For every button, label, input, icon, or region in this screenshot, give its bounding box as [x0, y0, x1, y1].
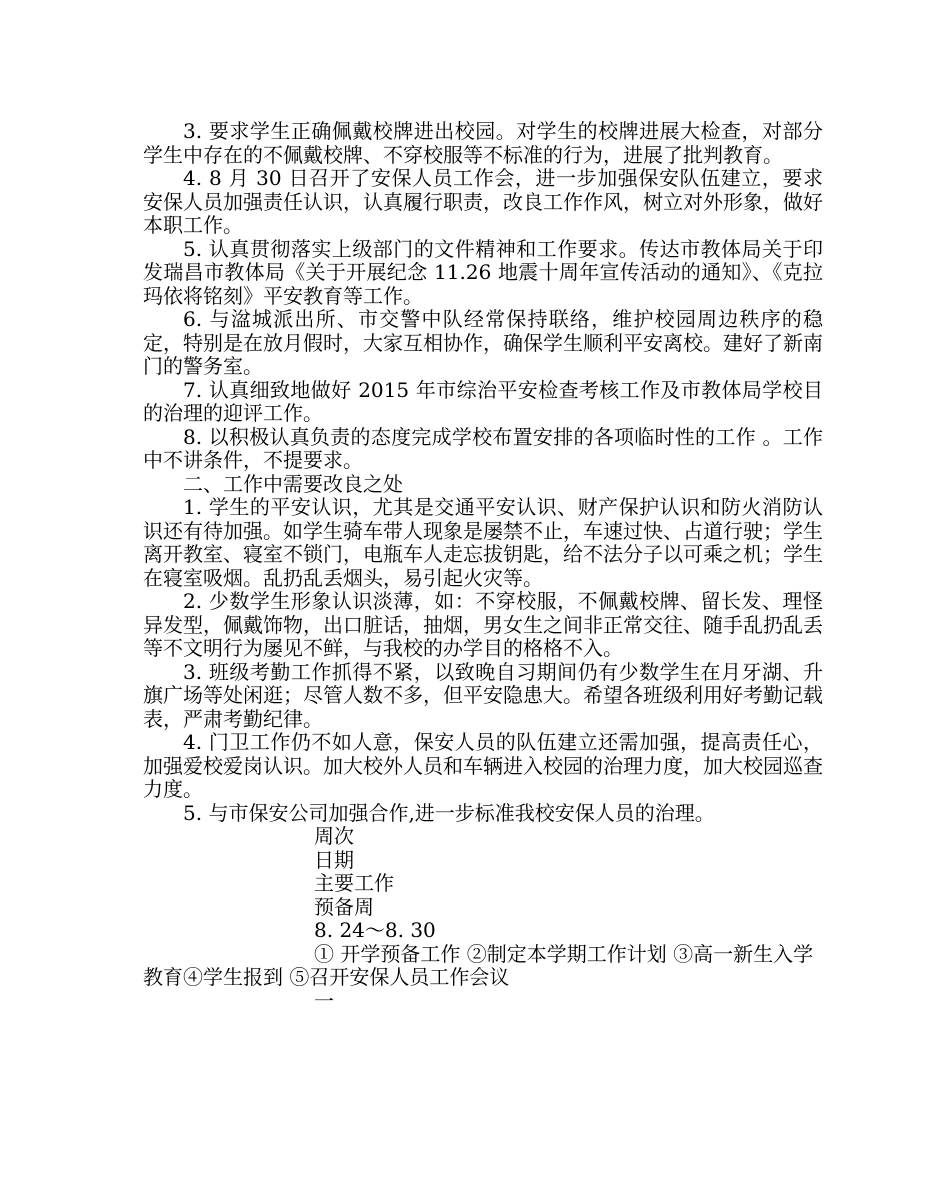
paragraph-item-3: 3. 要求学生正确佩戴校牌进出校园。对学生的校牌进展大检查，对部分学生中存在的不佩戴校牌、不穿校服等不标准的行为，进展了批判教育。: [143, 119, 823, 167]
document-body: [143, 120, 823, 1013]
table-cell-week: 预备周: [314, 894, 374, 919]
table-cell-work: ① 开学预备工作 ②制定本学期工作计划 ③高一新生入学教育④学生报到 ⑤召开安保人员工作会议: [143, 941, 814, 989]
schedule-table: [143, 825, 823, 1013]
table-header-work: 主要工作: [314, 871, 394, 895]
table-header-date: 日期: [314, 847, 354, 872]
paragraph-item-7: 7. 认真细致地做好 2015 年市综治平安检查考核工作及市教体局学校目的治理的迎评工作。: [143, 377, 823, 425]
improvement-item-1: 1. 学生的平安认识，尤其是交通平安认识、财产保护认识和防火消防认识还有待加强。如学生骑车带人现象是屡禁不止，车速过快、占道行驶；学生离开教室、寝室不锁门，电瓶车人走忘拔钥匙，给不法分子以可乘之机；学生在寝室吸烟。乱扔乱丢烟头，易引起火灾等。: [143, 495, 823, 590]
table-cell-week: 一: [314, 988, 334, 1013]
paragraph-item-8: 8. 以积极认真负责的态度完成学校布置安排的各项临时性的工作 。工作中不讲条件，不提要求。: [143, 424, 823, 472]
improvement-item-5: 5. 与市保安公司加强合作,进一步标准我校安保人员的治理。: [183, 800, 715, 825]
table-cell-date: 8. 24～8. 30: [314, 918, 436, 942]
improvement-item-4: 4. 门卫工作仍不如人意，保安人员的队伍建立还需加强，提高责任心，加强爱校爱岗认识。加大校外人员和车辆进入校园的治理力度，加大校园巡查力度。: [143, 730, 823, 801]
paragraph-item-4: 4. 8 月 30 日召开了安保人员工作会，进一步加强保安队伍建立，要求安保人员加强责任认识，认真履行职责，改良工作作风，树立对外形象，做好本职工作。: [143, 166, 823, 237]
paragraph-item-5: 5. 认真贯彻落实上级部门的文件精神和工作要求。传达市教体局关于印发瑞昌市教体局《关于开展纪念 11.26 地震十周年宣传活动的通知》、《克拉玛依将铭刻》平安教育等工作。: [143, 236, 823, 308]
paragraph-item-6: 6. 与湓城派出所、市交警中队经常保持联络，维护校园周边秩序的稳定，特别是在放月假时，大家互相协作，确保学生顺利平安离校。建好了新南门的警务室。: [143, 307, 823, 378]
section-heading-improvements: 二、工作中需要改良之处: [183, 471, 403, 496]
improvement-item-2: 2. 少数学生形象认识淡薄，如：不穿校服，不佩戴校牌、留长发、理怪异发型，佩戴饰物，出口脏话，抽烟，男女生之间非正常交往、随手乱扔乱丢等不文明行为屡见不鲜，与我校的办学目的格格不入。: [143, 589, 823, 660]
improvement-item-3: 3. 班级考勤工作抓得不紧，以致晚自习期间仍有少数学生在月牙湖、升旗广场等处闲逛；尽管人数不多，但平安隐患大。希望各班级利用好考勤记载表，严肃考勤纪律。: [143, 659, 823, 731]
table-header-week: 周次: [314, 824, 354, 848]
